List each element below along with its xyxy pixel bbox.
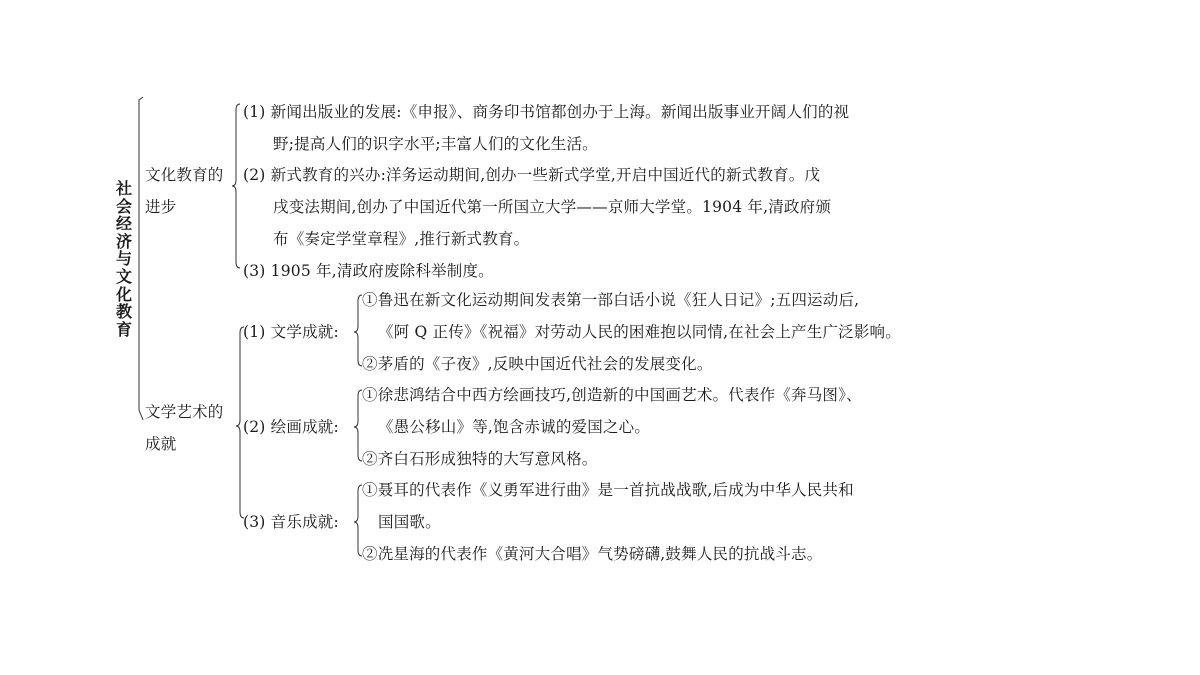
list-item: ①徐悲鸿结合中西方绘画技巧,创造新的中国画艺术。代表作《奔马图》、 xyxy=(362,386,862,404)
section-label-literature-art-2: 成就 xyxy=(145,435,177,453)
group-label-literature: (1) 文学成就: xyxy=(243,323,339,341)
list-item: 布《奏定学堂章程》,推行新式教育。 xyxy=(273,230,530,248)
list-item: (3) 1905 年,清政府废除科举制度。 xyxy=(243,262,494,280)
list-item: 戌变法期间,创办了中国近代第一所国立大学——京师大学堂。1904 年,清政府颁 xyxy=(273,198,832,216)
list-item: (1) 新闻出版业的发展:《申报》、商务印书馆都创办于上海。新闻出版事业开阔人们的视 xyxy=(243,103,850,121)
list-item: 野;提高人们的识字水平;丰富人们的文化生活。 xyxy=(273,135,598,153)
group-label-music: (3) 音乐成就: xyxy=(243,513,339,531)
list-item: 《愚公移山》等,饱含赤诚的爱国之心。 xyxy=(378,418,651,436)
list-item: ①鲁迅在新文化运动期间发表第一部白话小说《狂人日记》;五四运动后, xyxy=(362,291,860,309)
section-label-culture-education-2: 进步 xyxy=(145,198,177,216)
list-item: (2) 新式教育的兴办:洋务运动期间,创办一些新式学堂,开启中国近代的新式教育。戊 xyxy=(243,166,821,184)
page-title: 社会经济与文化教育 xyxy=(115,179,132,339)
list-item: 《阿 Q 正传》《祝福》对劳动人民的困难抱以同情,在社会上产生广泛影响。 xyxy=(378,323,901,341)
list-item: ②齐白石形成独特的大写意风格。 xyxy=(362,450,598,468)
list-item: ②冼星海的代表作《黄河大合唱》气势磅礴,鼓舞人民的抗战斗志。 xyxy=(362,545,823,563)
list-item: ①聂耳的代表作《义勇军进行曲》是一首抗战战歌,后成为中华人民共和 xyxy=(362,481,854,499)
group-label-painting: (2) 绘画成就: xyxy=(243,418,339,436)
section-label-culture-education: 文化教育的 xyxy=(145,166,224,184)
list-item: 国国歌。 xyxy=(378,513,441,531)
list-item: ②茅盾的《子夜》,反映中国近代社会的发展变化。 xyxy=(362,355,713,373)
section-label-literature-art: 文学艺术的 xyxy=(145,403,224,421)
